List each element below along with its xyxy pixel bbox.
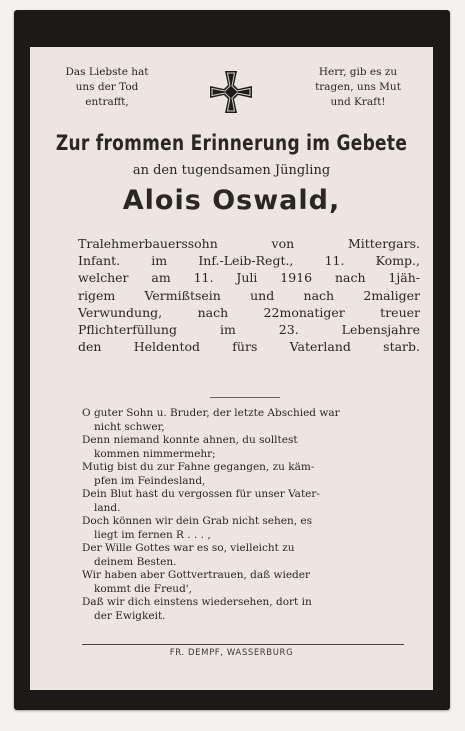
poem-line: Der Wille Gottes war es so, vielleicht zu: [82, 542, 295, 554]
iron-cross-icon: [208, 69, 254, 115]
header-left-line: entrafft,: [85, 96, 129, 108]
poem-line: liegt im fernen R . . . ,: [94, 528, 211, 541]
poem-line: pfen im Feindesland,: [94, 474, 206, 487]
poem-line: kommt die Freud',: [94, 582, 193, 595]
divider: [210, 397, 280, 398]
bio-line: Verwundung, nach 22monatiger treuer: [78, 304, 420, 320]
printer-credit: FR. DEMPF, WASSERBURG: [169, 648, 294, 658]
bio-line: Infant. im Inf.-Leib-Regt., 11. Komp.,: [78, 253, 420, 269]
header-left-line: uns der Tod: [75, 81, 139, 93]
poem-line: kommen nimmermehr;: [94, 447, 216, 460]
header-left-verse: [52, 65, 162, 110]
poem-line: Mutig bist du zur Fahne gegangen, zu käm-: [82, 461, 315, 473]
header-left-line: Das Liebste hat: [65, 66, 149, 78]
header-right-line: Herr, gib es zu: [318, 66, 398, 78]
bio-line: Tralehmerbauerssohn von Mittergars.: [78, 236, 420, 251]
poem-line: Doch können wir dein Grab nicht sehen, es: [82, 515, 313, 527]
bio-line: rigem Vermißtsein und nach 2maliger: [78, 287, 420, 303]
card-title: Zur frommen Erinnerung im Gebete: [55, 131, 408, 156]
poem-line: deinem Besten.: [94, 555, 177, 568]
card-subtitle: an den tugendsamen Jüngling: [132, 163, 331, 178]
deceased-name: Alois Oswald,: [122, 185, 341, 216]
header-right-verse: [303, 65, 413, 110]
poem-line: Denn niemand konnte ahnen, du solltest: [82, 434, 298, 446]
bio-line: den Heldentod fürs Vaterland starb.: [78, 339, 420, 355]
poem-line: land.: [94, 501, 121, 514]
poem-line: der Ewigkeit.: [94, 609, 166, 622]
poem-line: nicht schwer,: [94, 420, 165, 433]
memorial-poem: [82, 407, 422, 623]
bio-line: welcher am 11. Juli 1916 nach 1jäh-: [78, 270, 420, 286]
poem-line: O guter Sohn u. Bruder, der letzte Abschied war: [82, 407, 340, 419]
memorial-card: [14, 10, 450, 710]
biography: [78, 235, 420, 355]
header-right-line: tragen, uns Mut: [315, 81, 401, 93]
poem-line: Wir haben aber Gottvertrauen, daß wieder: [82, 569, 311, 581]
footer-rule: [82, 644, 404, 645]
header-right-line: und Kraft!: [330, 96, 386, 108]
card-header: [30, 65, 433, 115]
bio-line: Pflichterfüllung im 23. Lebensjahre: [78, 322, 420, 338]
poem-line: Dein Blut hast du vergossen für unser Vater-: [82, 488, 320, 500]
card-paper: [30, 47, 433, 690]
poem-line: Daß wir dich einstens wiedersehen, dort in: [82, 596, 312, 608]
